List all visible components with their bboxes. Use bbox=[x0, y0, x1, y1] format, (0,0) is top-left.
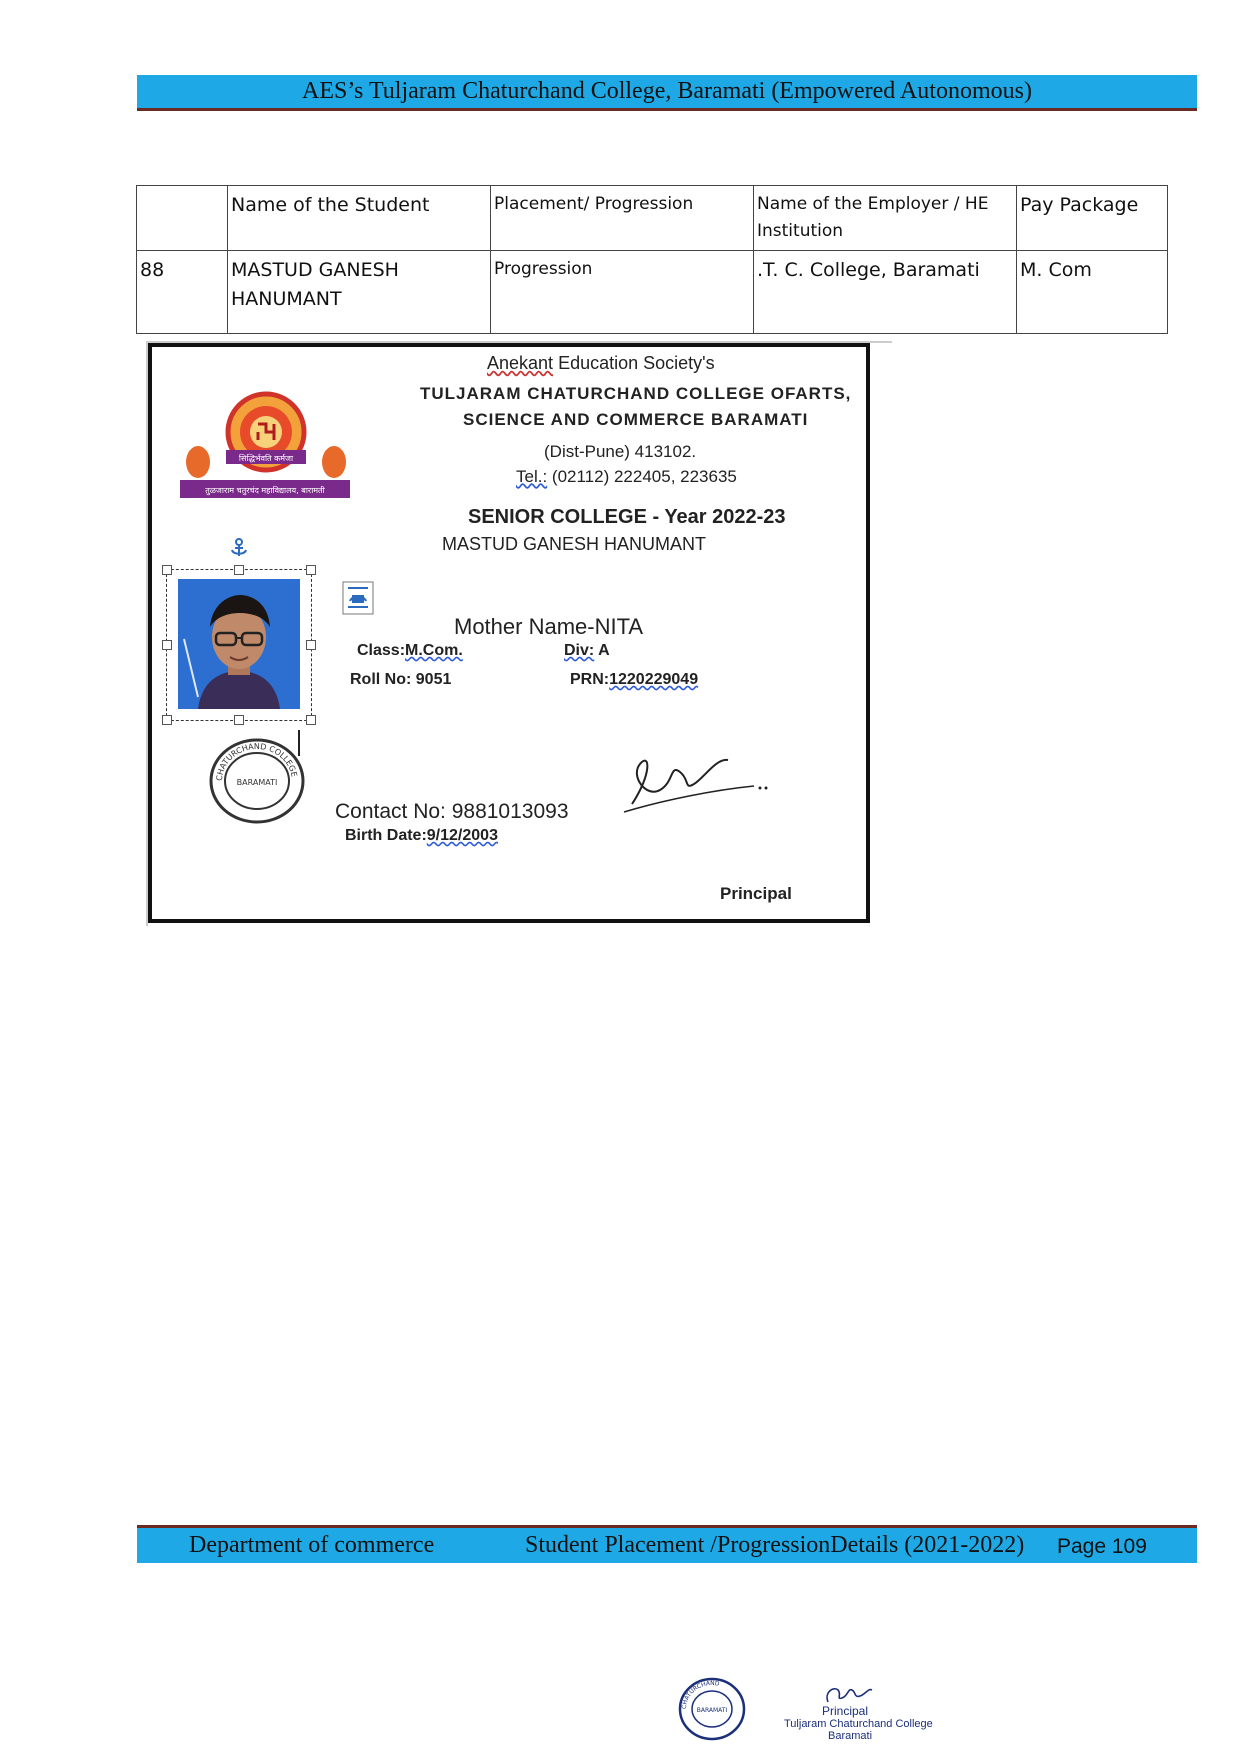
card-prn: PRN:1220229049 bbox=[570, 671, 699, 688]
footer-city: Baramati bbox=[828, 1730, 873, 1742]
resize-handle-top-right[interactable] bbox=[306, 565, 316, 575]
student-id-card[interactable] bbox=[148, 343, 870, 923]
cell-pay-package: M. Com bbox=[1017, 251, 1168, 334]
footer-department: Department of commerce bbox=[189, 1532, 435, 1558]
logo-banner: तुळजाराम चतुरचंद महाविद्यालय, बारामती bbox=[205, 486, 325, 495]
footer-seal-text: CHATURCHAND bbox=[680, 1679, 720, 1710]
layout-options-icon[interactable] bbox=[342, 581, 374, 615]
seal-center-text: BARAMATI bbox=[236, 778, 278, 787]
header-cell-student-name: Name of the Student bbox=[228, 186, 491, 251]
logo-motto: सिद्धिर्भवति कर्मजा bbox=[238, 454, 294, 463]
college-logo-icon bbox=[176, 390, 354, 500]
footer-seal-center: BARAMATI bbox=[696, 1707, 728, 1714]
resize-handle-right[interactable] bbox=[306, 640, 316, 650]
table-header-row bbox=[137, 186, 1168, 251]
card-college-line-1: TULJARAM CHATURCHAND COLLEGE OFARTS, bbox=[420, 384, 852, 403]
student-photo bbox=[178, 579, 300, 709]
resize-handle-top[interactable] bbox=[234, 565, 244, 575]
student-photo-icon bbox=[178, 579, 300, 709]
anchor-icon[interactable] bbox=[228, 537, 250, 559]
table-row bbox=[137, 251, 1168, 334]
principal-signature-icon bbox=[622, 732, 772, 822]
card-division: Div: A bbox=[564, 642, 610, 659]
cell-employer: .T. C. College, Baramati bbox=[754, 251, 1017, 334]
card-telephone: Tel.: (02112) 222405, 223635 bbox=[516, 467, 737, 486]
resize-handle-left[interactable] bbox=[162, 640, 172, 650]
card-student-name: MASTUD GANESH HANUMANT bbox=[442, 534, 707, 554]
cell-sr: 88 bbox=[137, 251, 228, 334]
card-contact-number: Contact No: 9881013093 bbox=[335, 800, 569, 823]
cell-student-name: MASTUD GANESH HANUMANT bbox=[228, 251, 491, 334]
footer-principal-label: Principal bbox=[822, 1704, 869, 1718]
header-cell-placement: Placement/ Progression bbox=[491, 186, 754, 251]
card-district: (Dist-Pune) 413102. bbox=[544, 442, 697, 461]
card-college-line-2: SCIENCE AND COMMERCE BARAMATI bbox=[463, 410, 809, 429]
card-roll-number: Roll No: 9051 bbox=[350, 671, 452, 688]
card-society-name: Anekant Education Society's bbox=[487, 353, 715, 373]
footer-college-name: Tuljaram Chaturchand College bbox=[784, 1718, 933, 1730]
seal-text: CHATURCHAND COLLEGE bbox=[214, 741, 299, 782]
college-seal-icon bbox=[208, 737, 306, 825]
footer-page-number: Page 109 bbox=[1057, 1535, 1147, 1558]
resize-handle-bottom-left[interactable] bbox=[162, 715, 172, 725]
footer-detail: Student Placement /ProgressionDetails (2021-2022) bbox=[525, 1532, 1025, 1558]
resize-handle-bottom-right[interactable] bbox=[306, 715, 316, 725]
card-mother-name: Mother Name-NITA bbox=[454, 614, 644, 639]
card-senior-college-year: SENIOR COLLEGE - Year 2022-23 bbox=[468, 506, 786, 528]
card-birth-date: Birth Date:9/12/2003 bbox=[345, 827, 498, 844]
cell-placement: Progression bbox=[491, 251, 754, 334]
page-header-title: AES’s Tuljaram Chaturchand College, Baramati (Empowered Autonomous) bbox=[302, 78, 1032, 104]
page-footer-band bbox=[137, 1525, 1197, 1563]
footer-seal-icon bbox=[678, 1677, 746, 1741]
page-header-band bbox=[137, 75, 1197, 111]
footer-signature-icon bbox=[822, 1682, 878, 1706]
header-cell-employer: Name of the Employer / HE Institution bbox=[754, 186, 1017, 251]
resize-handle-bottom[interactable] bbox=[234, 715, 244, 725]
card-principal-label: Principal bbox=[720, 884, 792, 903]
header-cell-pay-package: Pay Package bbox=[1017, 186, 1168, 251]
resize-handle-top-left[interactable] bbox=[162, 565, 172, 575]
placement-table bbox=[136, 185, 1168, 334]
card-class: Class:M.Com. bbox=[357, 642, 463, 659]
header-cell-sr bbox=[137, 186, 228, 251]
